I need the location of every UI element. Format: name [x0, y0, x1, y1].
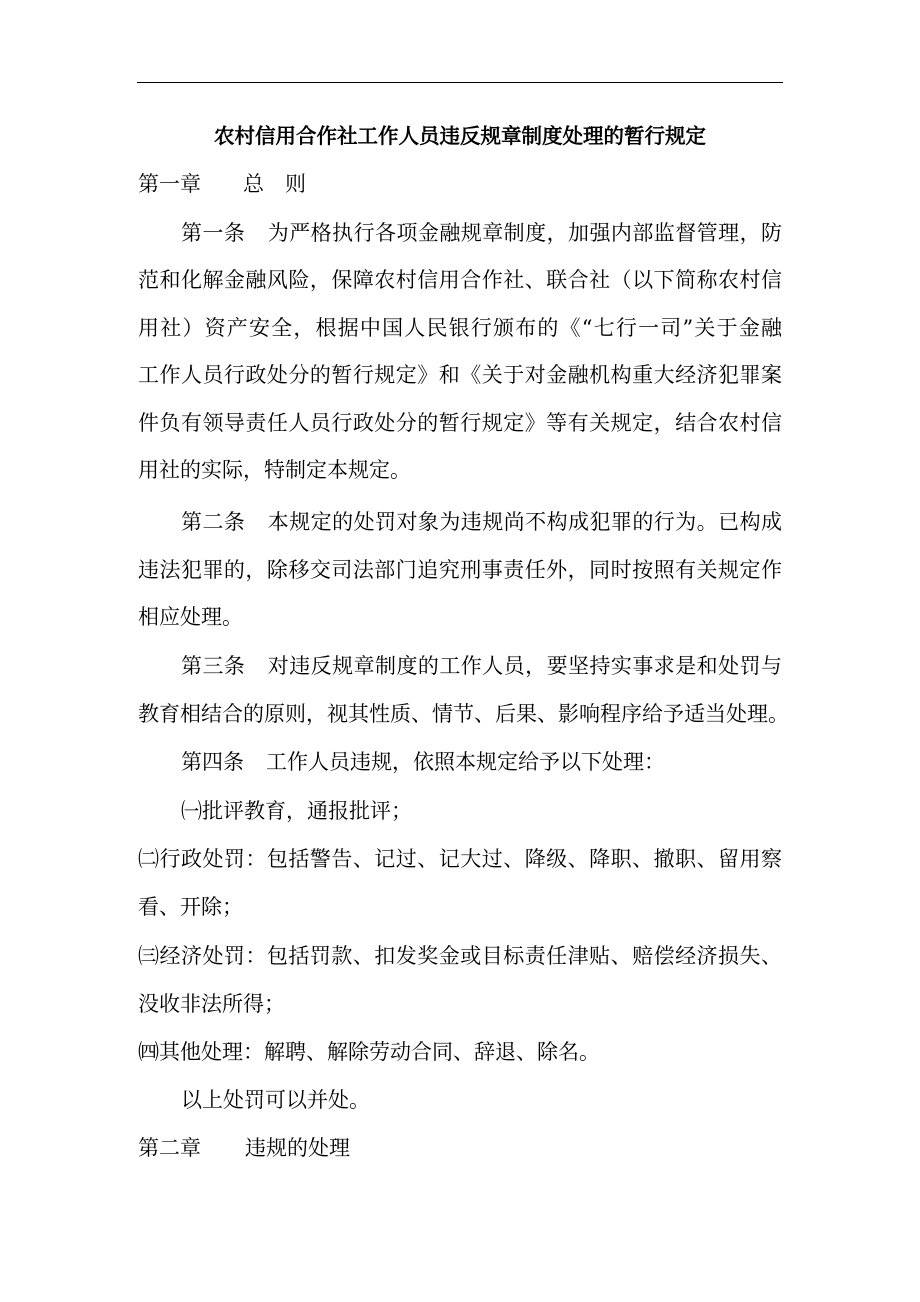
article-label: 第二条	[181, 510, 246, 534]
article-3-line: 教育相结合的原则，视其性质、情节、后果、影响程序给予适当处理。	[138, 702, 789, 726]
article-1-line: 件负有领导责任人员行政处分的暂行规定》等有关规定，结合农村信	[138, 411, 782, 435]
article-2-line: 相应处理。	[138, 605, 243, 629]
header-rule	[137, 82, 783, 83]
article-text: 工作人员违规，依照本规定给予以下处理：	[266, 750, 665, 774]
document-title: 农村信用合作社工作人员违反规章制度处理的暂行规定	[214, 124, 706, 148]
chapter-name: 总 则	[243, 172, 306, 196]
article-label: 第三条	[181, 654, 246, 678]
article-text: 本规定的处罚对象为违规尚不构成犯罪的行为。已构成	[267, 510, 783, 534]
penalty-item-cont: 没收非法所得；	[138, 992, 285, 1016]
article-2-line: 违法犯罪的，除移交司法部门追究刑事责任外，同时按照有关规定作	[138, 558, 782, 582]
chapter-2-heading	[138, 1134, 782, 1162]
article-4-closing: 以上处罚可以并处。	[181, 1088, 370, 1112]
article-text: 对违反规章制度的工作人员，要坚持实事求是和处罚与	[267, 654, 783, 678]
article-1-line: 工作人员行政处分的暂行规定》和《关于对金融机构重大经济犯罪案	[138, 363, 782, 387]
article-label: 第一条	[181, 221, 246, 245]
article-2-line	[181, 508, 782, 536]
penalty-item-cont: 看、开除；	[138, 895, 243, 919]
chapter-name: 违规的处理	[245, 1136, 350, 1160]
article-1-line: 范和化解金融风险，保障农村信用合作社、联合社（以下简称农村信	[138, 268, 782, 292]
penalty-item: ㈡行政处罚：包括警告、记过、记大过、降级、降职、撤职、留用察	[138, 847, 782, 871]
article-label: 第四条	[181, 750, 244, 774]
penalty-item: ㈢经济处罚：包括罚款、扣发奖金或目标责任津贴、赔偿经济损失、	[138, 944, 782, 968]
chapter-label: 第一章	[138, 172, 201, 196]
article-1-line: 用社）资产安全，根据中国人民银行颁布的《“七行一司”关于金融	[138, 316, 782, 340]
article-1-line: 用社的实际，特制定本规定。	[138, 458, 411, 482]
article-1-line	[181, 219, 782, 247]
article-3-line	[181, 652, 782, 680]
chapter-1-heading	[138, 170, 782, 198]
penalty-item: ㈣其他处理：解聘、解除劳动合同、辞退、除名。	[138, 1040, 600, 1064]
penalty-item: ㈠批评教育，通报批评；	[181, 799, 412, 823]
article-4-line	[181, 748, 782, 776]
chapter-label: 第二章	[138, 1136, 201, 1160]
article-text: 为严格执行各项金融规章制度，加强内部监督管理，防	[267, 221, 783, 245]
